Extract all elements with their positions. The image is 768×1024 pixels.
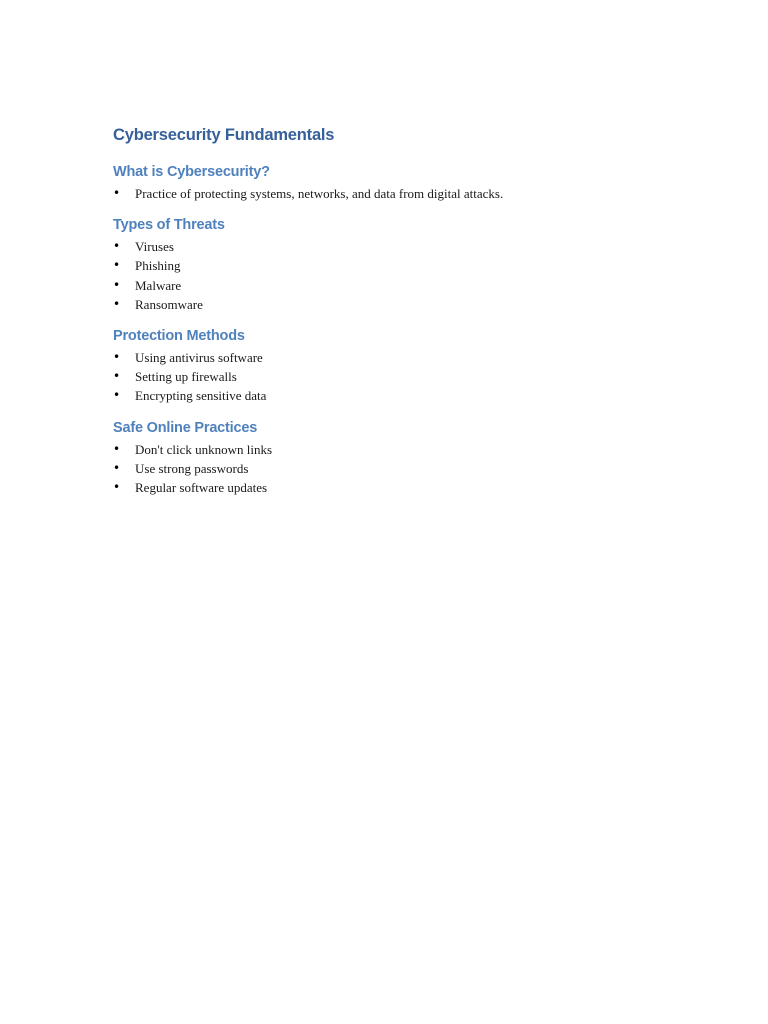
bullet-list [113, 237, 673, 314]
section-heading: Protection Methods [113, 328, 245, 345]
bullet-icon: • [113, 258, 121, 273]
list-item [113, 276, 673, 295]
section-what-is-cybersecurity [113, 162, 673, 203]
section-safe-online-practices [113, 418, 673, 498]
section-types-of-threats [113, 215, 673, 314]
bullet-icon: • [113, 460, 121, 475]
bullet-icon: • [113, 277, 121, 292]
list-item-text: Ransomware [135, 296, 203, 312]
section-protection-methods [113, 326, 673, 406]
list-item [113, 367, 673, 386]
list-item [113, 459, 673, 478]
bullet-icon: • [113, 350, 121, 365]
list-item-text: Regular software updates [135, 480, 268, 496]
list-item [113, 440, 673, 459]
list-item-text: Phishing [135, 258, 181, 274]
list-item [113, 237, 673, 256]
bullet-icon: • [113, 441, 121, 456]
list-item-text: Practice of protecting systems, networks, and data from digital attacks. [135, 186, 504, 201]
document-title: Cybersecurity Fundamentals [113, 126, 335, 144]
list-item [113, 295, 673, 314]
list-item-text: Don't click unknown links [135, 441, 273, 457]
bullet-icon: • [113, 480, 121, 495]
section-heading: Types of Threats [113, 217, 225, 234]
bullet-icon: • [113, 296, 121, 311]
bullet-list [113, 184, 673, 203]
list-item-text: Malware [135, 277, 182, 293]
section-heading: What is Cybersecurity? [113, 164, 270, 180]
list-item [113, 348, 673, 367]
bullet-list [113, 348, 673, 406]
bullet-icon: • [113, 239, 121, 254]
list-item [113, 256, 673, 275]
bullet-icon: • [113, 369, 121, 384]
list-item-text: Viruses [135, 239, 174, 255]
bullet-list [113, 440, 673, 498]
section-heading: Safe Online Practices [113, 419, 258, 436]
document-body [113, 124, 673, 509]
bullet-icon: • [113, 186, 121, 200]
bullet-icon: • [113, 388, 121, 403]
list-item-text: Use strong passwords [135, 460, 249, 476]
list-item [113, 386, 673, 405]
list-item-text: Using antivirus software [135, 350, 263, 366]
list-item-text: Encrypting sensitive data [135, 388, 267, 404]
list-item [113, 184, 673, 203]
list-item-text: Setting up firewalls [135, 369, 237, 385]
list-item [113, 478, 673, 497]
